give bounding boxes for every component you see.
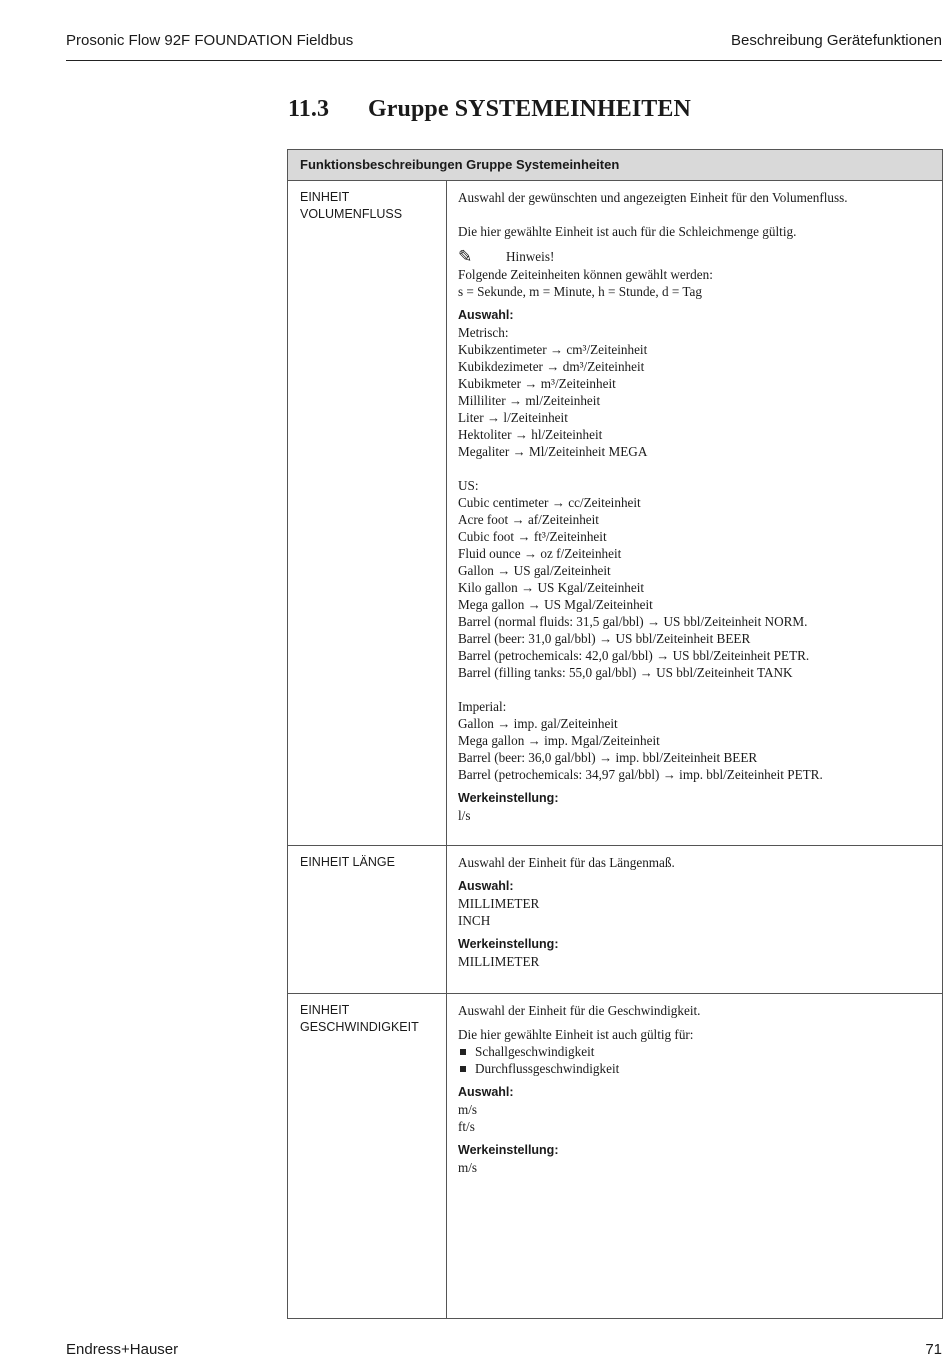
note-label: Hinweis! (506, 249, 555, 264)
list-item: Barrel (normal fluids: 31,5 gal/bbl) → US bbl/Zeiteinheit NORM. (458, 614, 808, 629)
function-name-line: EINHEIT GESCHWINDIGKEIT (300, 1003, 419, 1034)
table-row (288, 994, 942, 1318)
default-label: Werkeinstellung: (458, 791, 559, 805)
bullet-item (458, 1043, 932, 1060)
list-item: Cubic foot → ft³/Zeiteinheit (458, 529, 607, 544)
description-text: Auswahl der Einheit für das Längenmaß. (458, 855, 675, 870)
bullet-text: Schallgeschwindigkeit (475, 1044, 595, 1059)
list-item: Acre foot → af/Zeiteinheit (458, 512, 599, 527)
list-item: ft/s (458, 1119, 475, 1134)
function-description (447, 181, 942, 845)
list-item: Milliliter → ml/Zeiteinheit (458, 393, 601, 408)
default-value: m/s (458, 1160, 478, 1175)
list-item: MILLIMETER (458, 896, 540, 911)
list-item: Kubikmeter → m³/Zeiteinheit (458, 376, 616, 391)
metric-label: Metrisch: (458, 325, 509, 340)
list-item: Barrel (beer: 31,0 gal/bbl) → US bbl/Zeiteinheit BEER (458, 631, 751, 646)
function-name (288, 846, 447, 993)
table-row (288, 181, 942, 846)
list-item: Liter → l/Zeiteinheit (458, 410, 568, 425)
header-chapter-title: Beschreibung Gerätefunktionen (731, 32, 942, 49)
note (458, 247, 932, 266)
default-label: Werkeinstellung: (458, 1143, 559, 1157)
bullet-text: Durchflussgeschwindigkeit (475, 1061, 620, 1076)
list-item: Hektoliter → hl/Zeiteinheit (458, 427, 603, 442)
footer-company: Endress+Hauser (66, 1341, 179, 1358)
list-item: Barrel (filling tanks: 55,0 gal/bbl) → US bbl/Zeiteinheit TANK (458, 665, 793, 680)
description-text: Die hier gewählte Einheit ist auch für die Schleichmenge gültig. (458, 224, 797, 239)
section-number: 11.3 (288, 96, 330, 122)
function-name (288, 181, 447, 845)
description-text: Auswahl der Einheit für die Geschwindigkeit. (458, 1003, 701, 1018)
table-header: Funktionsbeschreibungen Gruppe Systemeinheiten (288, 150, 942, 181)
auswahl-label: Auswahl: (458, 1085, 514, 1099)
page-number: 71 (925, 1341, 942, 1358)
function-name-line: EINHEIT LÄNGE (300, 855, 395, 869)
list-item: Barrel (petrochemicals: 42,0 gal/bbl) → US bbl/Zeiteinheit PETR. (458, 648, 810, 663)
list-item: Barrel (beer: 36,0 gal/bbl) → imp. bbl/Zeiteinheit BEER (458, 750, 758, 765)
default-value: l/s (458, 808, 471, 823)
list-item: m/s (458, 1102, 478, 1117)
auswahl-label: Auswahl: (458, 308, 514, 322)
list-item: Barrel (petrochemicals: 34,97 gal/bbl) → imp. bbl/Zeiteinheit PETR. (458, 767, 823, 782)
default-label: Werkeinstellung: (458, 937, 559, 951)
bullet-item (458, 1060, 932, 1077)
list-item: Kubikzentimeter → cm³/Zeiteinheit (458, 342, 648, 357)
section-title: Gruppe SYSTEMEINHEITEN (368, 96, 691, 122)
function-table (287, 149, 943, 1319)
auswahl-label: Auswahl: (458, 879, 514, 893)
list-item: INCH (458, 913, 491, 928)
note-text: Folgende Zeiteinheiten können gewählt werden: (458, 267, 713, 282)
function-name-line: EINHEIT VOLUMENFLUSS (300, 190, 403, 221)
default-value: MILLIMETER (458, 954, 540, 969)
list-item: Kubikdezimeter → dm³/Zeiteinheit (458, 359, 645, 374)
note-text: s = Sekunde, m = Minute, h = Stunde, d = Tag (458, 284, 702, 299)
list-item: Megaliter → Ml/Zeiteinheit MEGA (458, 444, 648, 459)
bullet-square-icon (460, 1049, 466, 1055)
table-row (288, 846, 942, 994)
list-item: Gallon → imp. gal/Zeiteinheit (458, 716, 618, 731)
bullet-square-icon (460, 1066, 466, 1072)
function-description (447, 994, 942, 1318)
list-item: Mega gallon → imp. Mgal/Zeiteinheit (458, 733, 660, 748)
page-header (66, 32, 942, 61)
list-item: Fluid ounce → oz f/Zeiteinheit (458, 546, 622, 561)
us-label: US: (458, 478, 479, 493)
function-name (288, 994, 447, 1318)
imperial-label: Imperial: (458, 699, 507, 714)
pencil-icon: ✎ (458, 247, 473, 266)
list-item: Gallon → US gal/Zeiteinheit (458, 563, 611, 578)
list-item: Mega gallon → US Mgal/Zeiteinheit (458, 597, 653, 612)
function-description (447, 846, 942, 993)
section-heading (288, 96, 691, 123)
list-item: Cubic centimeter → cc/Zeiteinheit (458, 495, 641, 510)
header-document-title: Prosonic Flow 92F FOUNDATION Fieldbus (66, 32, 354, 49)
description-text: Die hier gewählte Einheit ist auch gültig für: (458, 1027, 694, 1042)
list-item: Kilo gallon → US Kgal/Zeiteinheit (458, 580, 645, 595)
description-text: Auswahl der gewünschten und angezeigten Einheit für den Volumenfluss. (458, 190, 848, 205)
